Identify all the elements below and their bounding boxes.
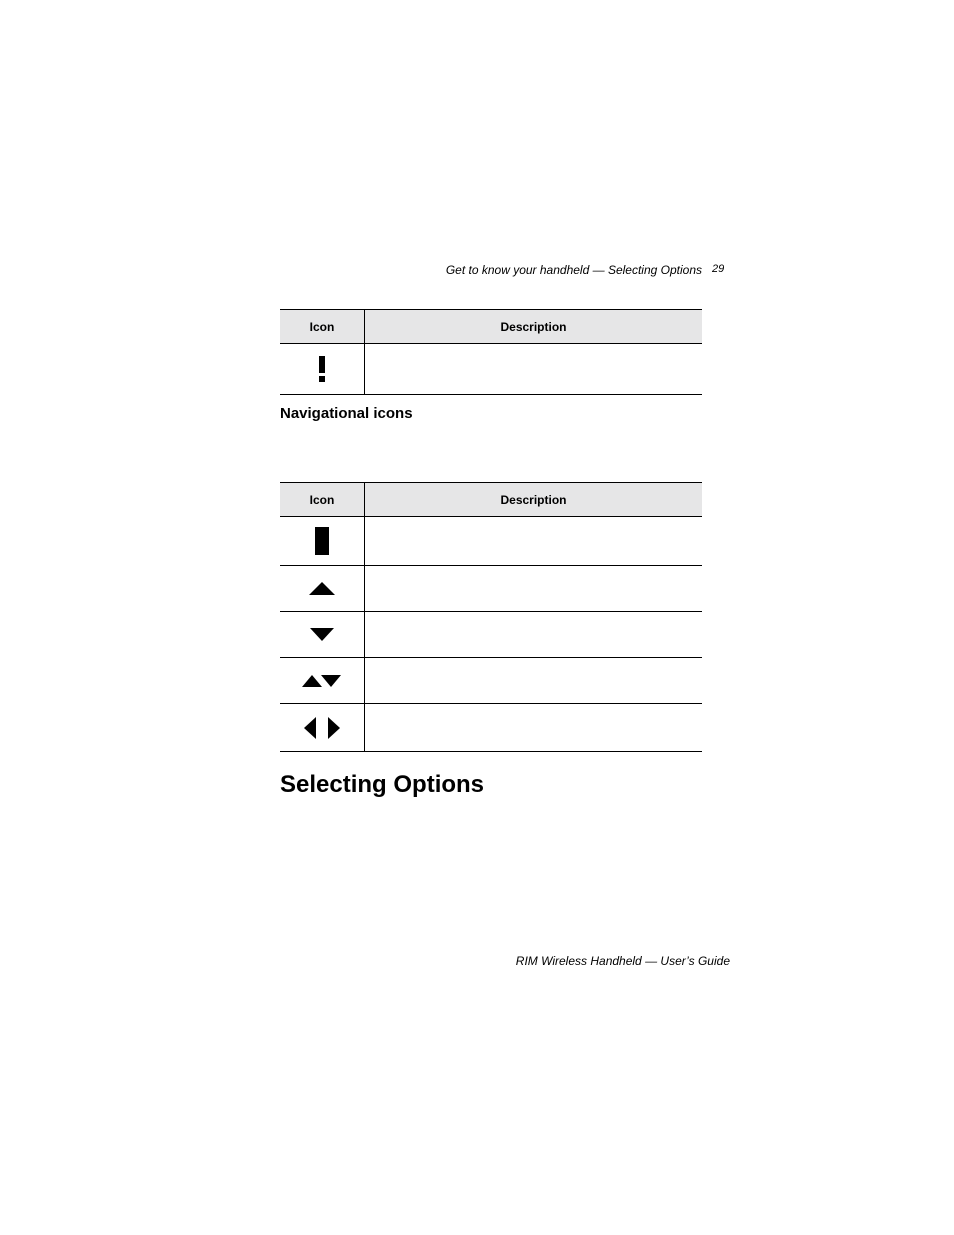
arrows-left-right-icon	[302, 717, 342, 739]
icon-cell	[280, 704, 365, 752]
navigational-icons-heading: Navigational icons	[280, 405, 413, 422]
table-header-row	[280, 310, 702, 344]
table-header-row	[280, 483, 702, 517]
description-cell	[365, 344, 703, 395]
column-header-description: Description	[365, 310, 703, 344]
column-header-icon: Icon	[280, 483, 365, 517]
icon-cell	[280, 517, 365, 566]
description-cell	[365, 658, 703, 704]
table-row	[280, 658, 702, 704]
arrow-up-icon	[309, 582, 335, 596]
description-cell	[365, 704, 703, 752]
running-footer: RIM Wireless Handheld — User’s Guide	[515, 954, 730, 968]
table-row	[280, 566, 702, 612]
exclamation-icon	[317, 356, 327, 382]
description-cell	[365, 566, 703, 612]
arrows-up-down-icon	[302, 674, 342, 688]
description-cell	[365, 517, 703, 566]
icon-cell	[280, 658, 365, 704]
icon-cell	[280, 566, 365, 612]
cursor-block-icon	[314, 527, 330, 555]
icon-cell	[280, 344, 365, 395]
table-row	[280, 344, 702, 395]
running-header: Get to know your handheld — Selecting Options	[445, 263, 702, 277]
arrow-down-icon	[310, 628, 334, 642]
column-header-description: Description	[365, 483, 703, 517]
description-cell	[365, 612, 703, 658]
icon-cell	[280, 612, 365, 658]
page-number: 29	[712, 263, 725, 275]
column-header-icon: Icon	[280, 310, 365, 344]
table-row	[280, 704, 702, 752]
icon-table	[280, 309, 702, 395]
section-title: Selecting Options	[280, 771, 485, 798]
navigational-icons-table	[280, 482, 702, 752]
table-row	[280, 517, 702, 566]
table-row	[280, 612, 702, 658]
